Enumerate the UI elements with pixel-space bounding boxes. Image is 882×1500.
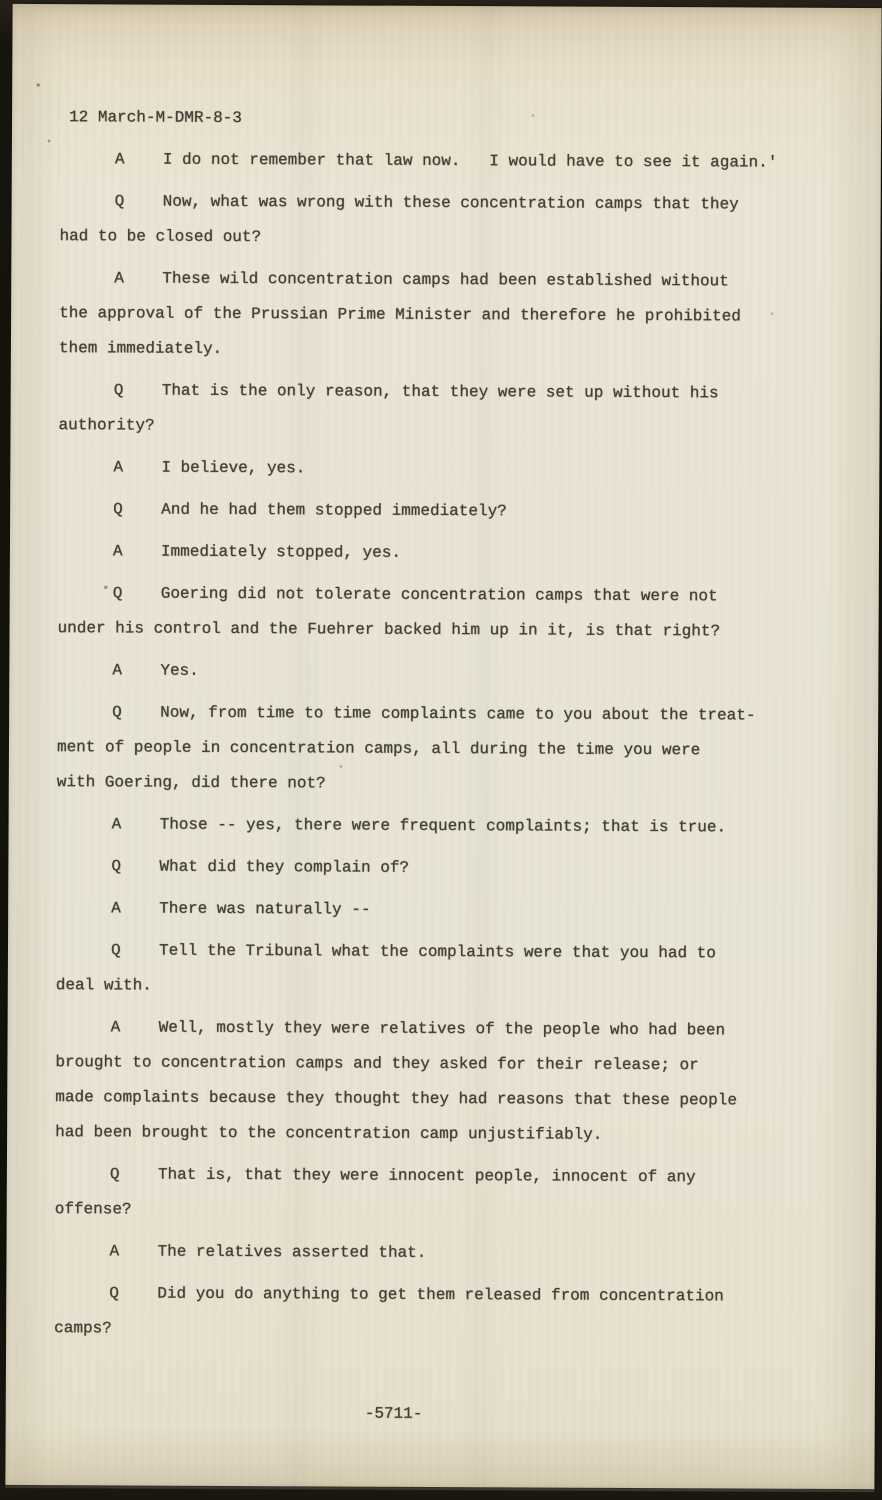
document-header: 12 March-M-DMR-8-3 bbox=[69, 108, 242, 128]
transcript-line bbox=[54, 1234, 875, 1273]
transcript-line: had been brought to the concentration camp unjustifiably. bbox=[55, 1123, 603, 1144]
line-text: Now, from time to time complaints came to you about the treat- bbox=[160, 703, 756, 725]
transcript-line bbox=[58, 576, 879, 615]
transcript bbox=[54, 142, 881, 1350]
speaker-label: A bbox=[112, 542, 123, 561]
transcript-line bbox=[60, 184, 881, 223]
transcript-line bbox=[55, 1157, 876, 1196]
line-text: Yes. bbox=[160, 661, 199, 680]
speaker-label: A bbox=[113, 458, 124, 477]
transcript-paragraph bbox=[58, 450, 879, 489]
transcript-line bbox=[56, 1010, 877, 1049]
transcript-paragraph bbox=[58, 373, 879, 447]
speaker-label: A bbox=[114, 150, 125, 169]
line-text: And he had them stopped immediately? bbox=[161, 500, 507, 521]
line-text: These wild concentration camps had been established without bbox=[162, 269, 729, 291]
transcript-paragraph bbox=[57, 695, 879, 804]
speaker-label: A bbox=[110, 1018, 121, 1037]
transcript-paragraph bbox=[54, 1234, 875, 1273]
transcript-line: camps? bbox=[54, 1319, 112, 1338]
speaker-label: Q bbox=[109, 1165, 120, 1184]
transcript-paragraph bbox=[54, 1276, 875, 1350]
transcript-paragraph bbox=[56, 891, 877, 930]
line-text: Tell the Tribunal what the complaints were that you had to bbox=[158, 941, 716, 963]
transcript-paragraph bbox=[57, 576, 878, 650]
speaker-label: Q bbox=[114, 192, 125, 211]
transcript-line: offense? bbox=[54, 1200, 132, 1219]
speaker-label: A bbox=[111, 899, 121, 918]
transcript-line: ment of people in concentration camps, all during the time you were bbox=[56, 738, 701, 760]
transcript-line bbox=[56, 849, 877, 888]
transcript-paragraph bbox=[57, 807, 878, 846]
line-text: I believe, yes. bbox=[161, 458, 306, 478]
transcript-line: had to be closed out? bbox=[59, 227, 262, 247]
line-text: Well, mostly they were relatives of the people who had been bbox=[158, 1018, 726, 1040]
transcript-line bbox=[57, 653, 878, 692]
transcript-line: authority? bbox=[58, 416, 155, 435]
transcript-paragraph bbox=[58, 534, 879, 573]
speaker-label: A bbox=[109, 1242, 120, 1261]
transcript-line: with Goering, did there not? bbox=[56, 773, 326, 793]
transcript-paragraph bbox=[59, 184, 880, 258]
speaker-label: Q bbox=[113, 381, 124, 400]
transcript-line: them immediately. bbox=[58, 339, 223, 358]
page-number: -5711- bbox=[364, 1404, 423, 1423]
speaker-label: Q bbox=[112, 584, 123, 603]
transcript-line: under his control and the Fuehrer backed him up in it, is that right? bbox=[57, 619, 721, 641]
speaker-label: A bbox=[114, 269, 124, 288]
line-text: That is the only reason, that they were set up without his bbox=[161, 381, 719, 403]
speaker-label: Q bbox=[109, 1284, 119, 1303]
transcript-paragraph bbox=[60, 142, 881, 181]
speaker-label: Q bbox=[113, 500, 123, 519]
transcript-paragraph bbox=[56, 933, 877, 1007]
line-text: I do not remember that law now. I would have to see it again.' bbox=[162, 150, 778, 172]
transcript-paragraph bbox=[58, 492, 879, 531]
speaker-label: A bbox=[111, 815, 122, 834]
line-text: The relatives asserted that. bbox=[157, 1242, 427, 1262]
transcript-line bbox=[58, 534, 879, 573]
transcript-line bbox=[57, 695, 878, 734]
speaker-label: A bbox=[112, 661, 123, 680]
transcript-line: made complaints because they thought they had reasons that these people bbox=[55, 1088, 738, 1110]
line-text: Immediately stopped, yes. bbox=[160, 542, 402, 562]
transcript-line: deal with. bbox=[55, 976, 152, 995]
transcript-paragraph bbox=[56, 849, 877, 888]
line-text: There was naturally -- bbox=[159, 899, 371, 919]
transcript-line: the approval of the Prussian Prime Minister and therefore he prohibited bbox=[59, 304, 741, 326]
transcript-line bbox=[59, 261, 880, 300]
transcript-line bbox=[54, 1276, 875, 1315]
transcript-line bbox=[56, 933, 877, 972]
speaker-label: Q bbox=[112, 703, 122, 722]
line-text: That is, that they were innocent people, innocent of any bbox=[157, 1165, 696, 1187]
transcript-line bbox=[58, 450, 879, 489]
line-text: What did they complain of? bbox=[159, 857, 410, 877]
transcript-line bbox=[58, 492, 879, 531]
speaker-label: Q bbox=[110, 941, 121, 960]
transcript-line bbox=[57, 807, 878, 846]
transcript-line bbox=[59, 373, 880, 412]
transcript-paragraph bbox=[59, 261, 881, 370]
transcript-paragraph bbox=[55, 1157, 876, 1231]
line-text: Those -- yes, there were frequent complaints; that is true. bbox=[159, 815, 727, 837]
transcript-line: brought to concentration camps and they asked for their release; or bbox=[55, 1053, 699, 1075]
transcript-line bbox=[56, 891, 877, 930]
transcript-line bbox=[60, 142, 881, 181]
page-content bbox=[5, 4, 881, 1489]
transcript-paragraph bbox=[57, 653, 878, 692]
line-text: Did you do anything to get them released from concentration bbox=[157, 1284, 724, 1306]
document-page bbox=[5, 4, 881, 1489]
line-text: Now, what was wrong with these concentration camps that they bbox=[162, 192, 739, 214]
transcript-paragraph bbox=[55, 1010, 877, 1154]
speaker-label: Q bbox=[111, 857, 122, 876]
line-text: Goering did not tolerate concentration camps that were not bbox=[160, 584, 718, 606]
